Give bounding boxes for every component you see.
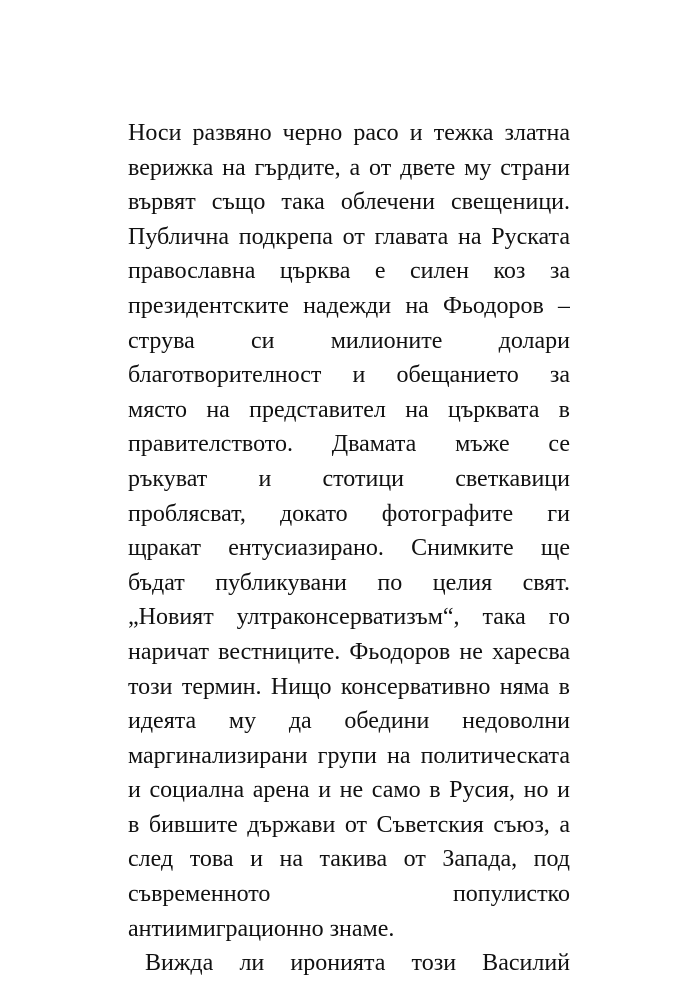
text-line: струва си милионите долари [128,327,570,354]
text-line: православна църква е силен коз за [128,258,570,285]
text-line: ръкуват и стотици светкавици [128,465,570,492]
text-line: идеята му да обедини недоволни [128,708,570,735]
text-line: този термин. Нищо консервативно няма в [128,673,570,700]
text-line: Публична подкрепа от главата на Руската [128,223,570,250]
text-line: правителството. Двамата мъже се [128,431,570,458]
text-line: бъдат публикувани по целия свят. [128,569,570,596]
text-line: верижка на гърдите, а от двете му страни [128,154,570,181]
text-line: място на представител на църквата в [128,396,570,423]
text-line: проблясват, докато фотографите ги [128,500,570,527]
text-line: Носи развяно черно расо и тежка златна [128,120,570,146]
text-line: наричат вестниците. Фьодоров не харесва [128,638,570,665]
paragraph-start-line: Вижда ли иронията този Василий [145,950,570,977]
text-line: „Новият ултраконсерватизъм“, така го [128,604,570,631]
text-line: президентските надежди на Фьодоров – [128,292,570,319]
text-line: в бившите държави от Съветския съюз, а [128,811,570,838]
text-line: и социална арена и не само в Русия, но и [128,777,570,804]
text-line: маргинализирани групи на политическата [128,742,570,769]
paragraph-end-line: антиимиграционно знаме. [128,915,395,942]
text-line: съвременното популистко [128,881,570,908]
body-text [128,116,570,981]
text-line: благотворителност и обещанието за [128,362,570,389]
text-line: след това и на такива от Запада, под [128,846,570,873]
text-line: вървят също така облечени свещеници. [128,189,570,216]
text-line: щракат ентусиазирано. Снимките ще [128,535,570,562]
